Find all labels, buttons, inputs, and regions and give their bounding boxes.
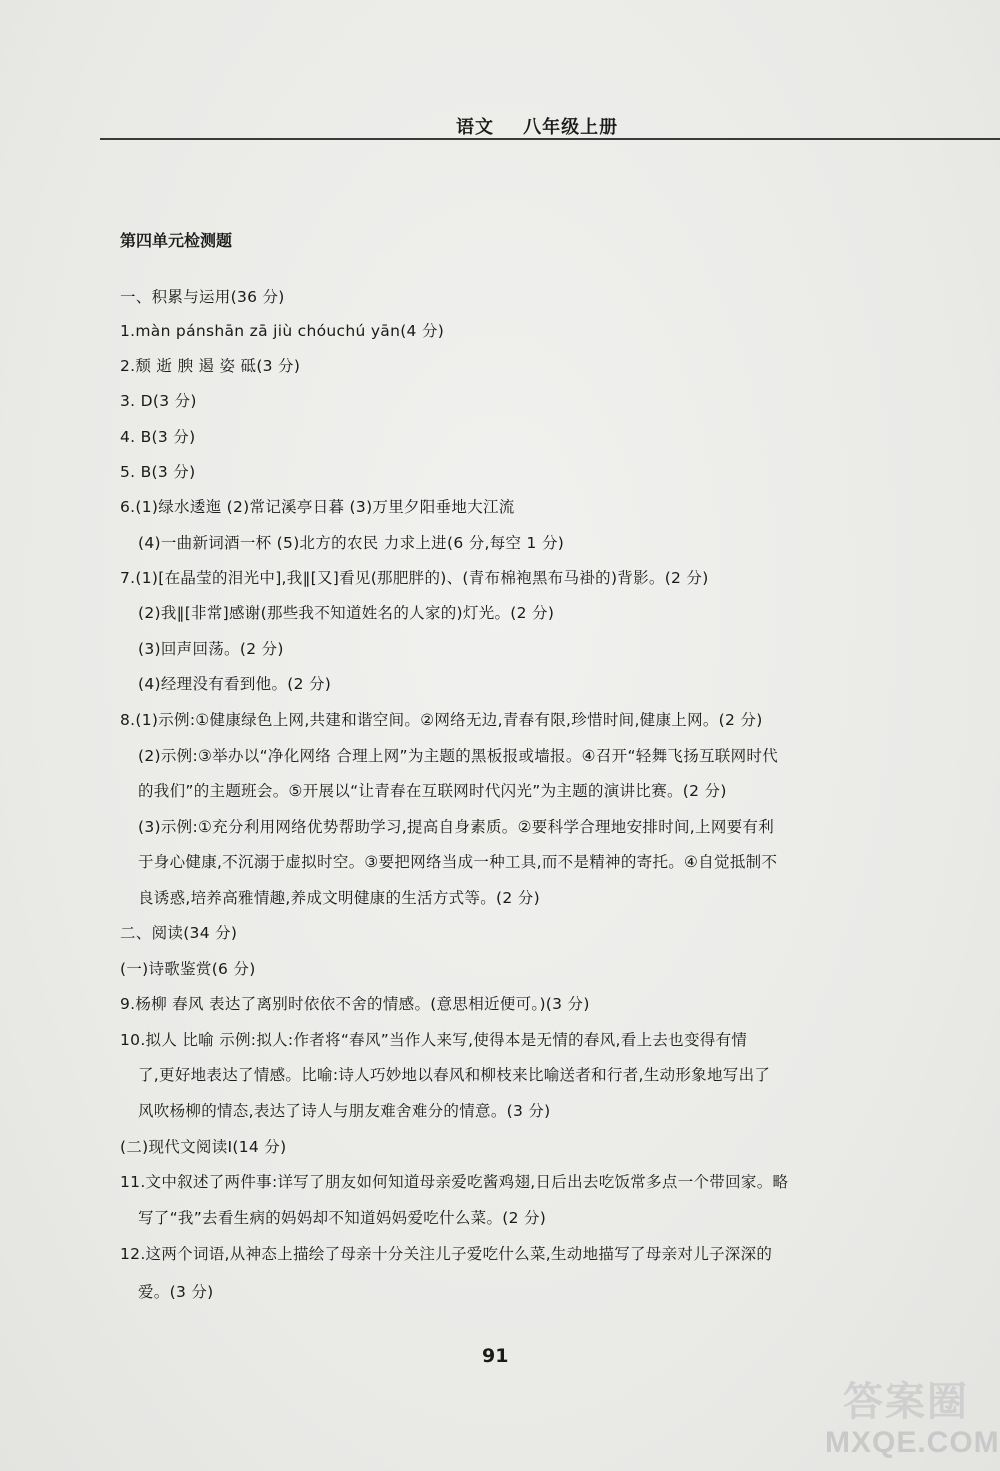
subsection-heading: (二)现代文阅读Ⅰ(14 分)	[120, 1138, 287, 1156]
answer-line: (3)示例:①充分利用网络优势帮助学习,提高自身素质。②要科学合理地安排时间,上网要有利	[138, 818, 775, 836]
answer-line: (4)一曲新词酒一杯 (5)北方的农民 力求上进(6 分,每空 1 分)	[138, 534, 565, 552]
page-number: 91	[482, 1345, 509, 1367]
answer-line: 11.文中叙述了两件事:详写了朋友如何知道母亲爱吃酱鸡翅,日后出去吃饭常多点一个带回家。略	[120, 1173, 789, 1191]
header-title: 语文 八年级上册	[456, 117, 619, 138]
answer-line: (4)经理没有看到他。(2 分)	[138, 675, 332, 693]
watermark	[825, 1370, 1000, 1465]
answer-line: 良诱惑,培养高雅情趣,养成文明健康的生活方式等。(2 分)	[138, 889, 540, 907]
answer-line: 7.(1)[在晶莹的泪光中],我‖[又]看见(那肥胖的)、(青布棉袍黑布马褂的)背影。(2 分)	[120, 569, 709, 587]
answer-line: 于身心健康,不沉溺于虚拟时空。③要把网络当成一种工具,而不是精神的寄托。④自觉抵制不	[138, 853, 778, 871]
answer-line: 了,更好地表达了情感。比喻:诗人巧妙地以春风和柳枝来比喻送者和行者,生动形象地写出了	[138, 1066, 771, 1084]
answer-line: 3. D(3 分)	[120, 392, 197, 410]
answer-line: 1.màn pánshān zā jiù chóuchú yān(4 分)	[120, 322, 445, 340]
answer-line: 8.(1)示例:①健康绿色上网,共建和谐空间。②网络无边,青春有限,珍惜时间,健康上网。(2 分)	[120, 711, 763, 729]
answer-line: 10.拟人 比喻 示例:拟人:作者将“春风”当作人来写,使得本是无情的春风,看上去也变得有情	[120, 1031, 748, 1049]
answer-line: 4. B(3 分)	[120, 428, 196, 446]
answer-line: 6.(1)绿水逶迤 (2)常记溪亭日暮 (3)万里夕阳垂地大江流	[120, 498, 515, 516]
answer-line: 12.这两个词语,从神态上描绘了母亲十分关注儿子爱吃什么菜,生动地描写了母亲对儿子深深的	[120, 1245, 773, 1263]
answer-line: 2.颓 逝 腴 遏 姿 砥(3 分)	[120, 357, 301, 375]
answer-line: (2)示例:③举办以“净化网络 合理上网”为主题的黑板报或墙报。④召开“轻舞飞扬互联网时代	[138, 747, 778, 765]
answer-line: 风吹杨柳的情态,表达了诗人与朋友难舍难分的情意。(3 分)	[138, 1102, 551, 1120]
answer-line: 爱。(3 分)	[138, 1283, 214, 1301]
answer-line: (2)我‖[非常]感谢(那些我不知道姓名的人家的)灯光。(2 分)	[138, 604, 555, 622]
part-heading: 一、积累与运用(36 分)	[120, 288, 285, 306]
header-rule	[100, 138, 1000, 140]
section-title: 第四单元检测题	[120, 231, 233, 250]
answer-line: 的我们”的主题班会。⑤开展以“让青春在互联网时代闪光”为主题的演讲比赛。(2 分)	[138, 782, 727, 800]
answer-line: 9.杨柳 春风 表达了离别时依依不舍的情感。(意思相近便可。)(3 分)	[120, 995, 590, 1013]
watermark-site: MXQE.COM	[825, 1426, 1000, 1459]
part-heading: 二、阅读(34 分)	[120, 924, 238, 942]
answer-line: 5. B(3 分)	[120, 463, 196, 481]
watermark-logo: 答案圈	[843, 1379, 969, 1425]
answer-line: 写了“我”去看生病的妈妈却不知道妈妈爱吃什么菜。(2 分)	[138, 1209, 547, 1227]
subsection-heading: (一)诗歌鉴赏(6 分)	[120, 960, 256, 978]
answer-line: (3)回声回荡。(2 分)	[138, 640, 284, 658]
